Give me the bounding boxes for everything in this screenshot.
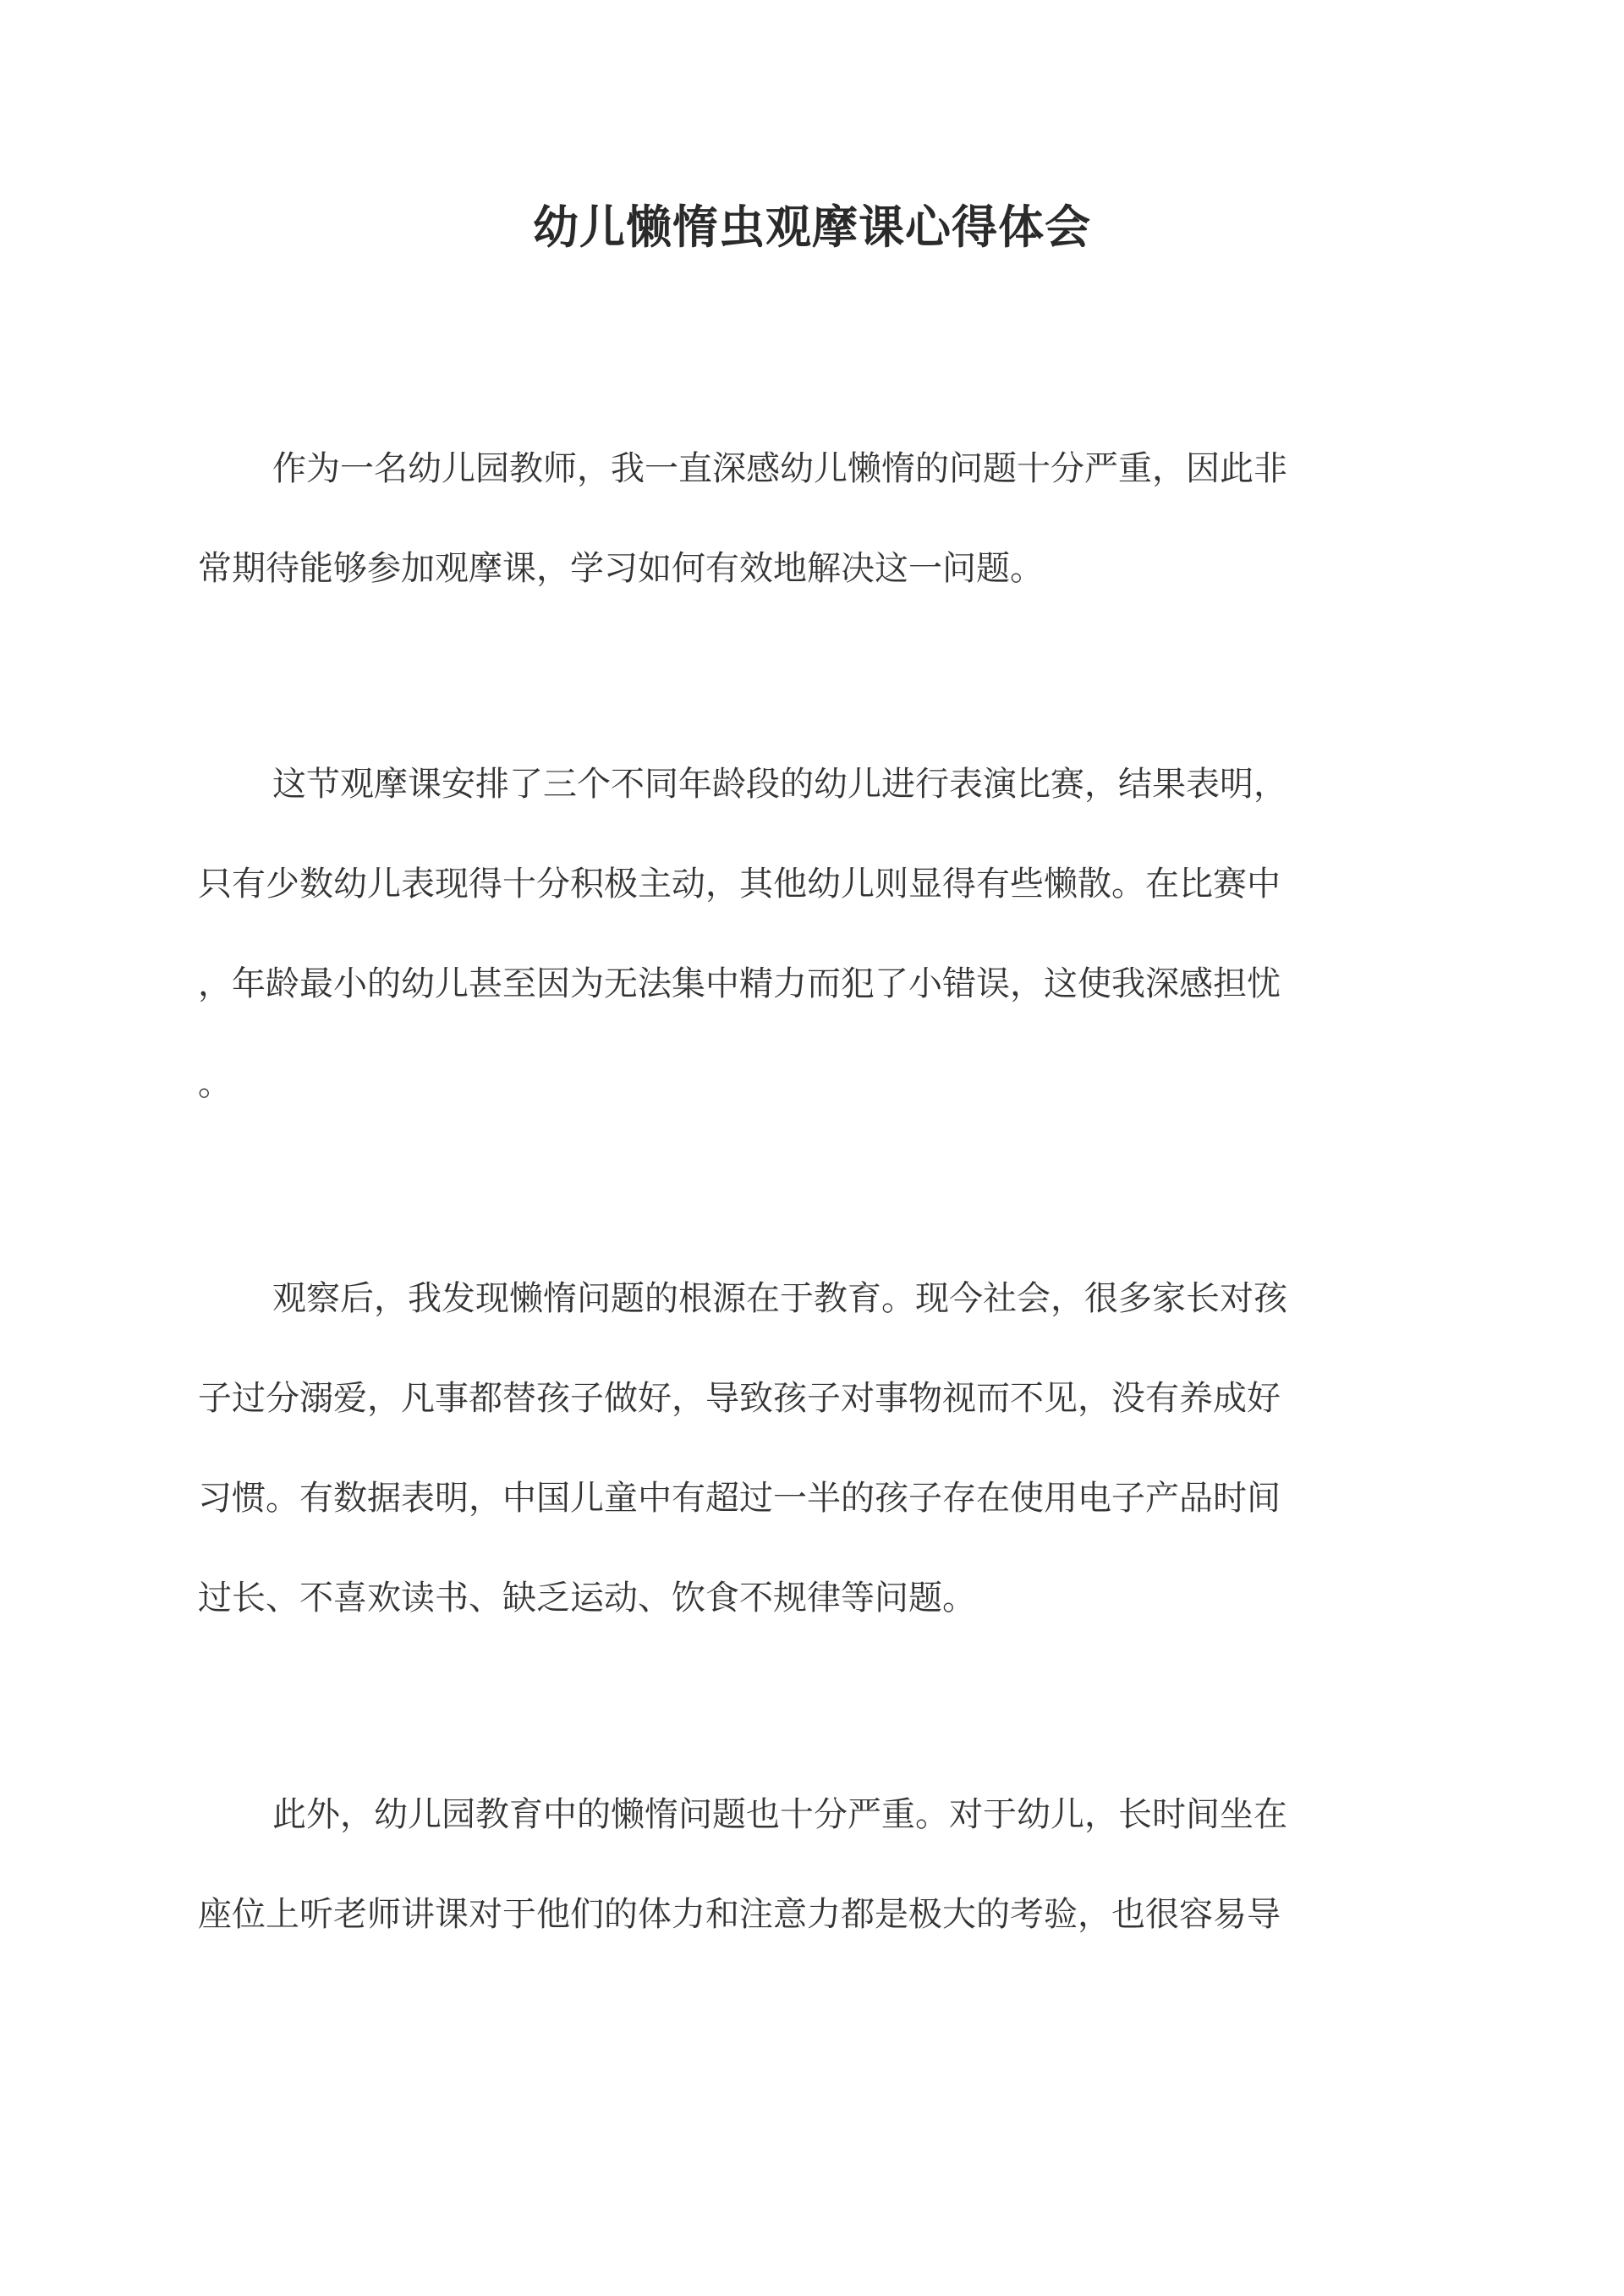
paragraph-line: 观察后，我发现懒惰问题的根源在于教育。现今社会，很多家长对孩 [272, 1279, 1287, 1318]
paragraph-2 [198, 734, 1426, 1134]
paragraph-1 [198, 419, 1426, 618]
paragraph-line: 。 [198, 1064, 232, 1103]
paragraph-line: 习惯。有数据表明，中国儿童中有超过一半的孩子存在使用电子产品时间 [198, 1479, 1281, 1518]
document-title: 幼儿懒惰虫观摩课心得体会 [533, 200, 1091, 254]
paragraph-line: 作为一名幼儿园教师，我一直深感幼儿懒惰的问题十分严重，因此非 [272, 449, 1287, 488]
paragraph-4 [198, 1765, 1426, 1964]
paragraph-line: 这节观摩课安排了三个不同年龄段的幼儿进行表演比赛，结果表明， [272, 765, 1287, 804]
paragraph-line: 子过分溺爱，凡事都替孩子做好，导致孩子对事物视而不见，没有养成好 [198, 1379, 1281, 1418]
paragraph-line: 此外，幼儿园教育中的懒惰问题也十分严重。对于幼儿，长时间坐在 [272, 1795, 1287, 1834]
paragraph-line: ，年龄最小的幼儿甚至因为无法集中精力而犯了小错误，这使我深感担忧 [198, 964, 1281, 1003]
paragraph-line: 只有少数幼儿表现得十分积极主动，其他幼儿则显得有些懒散。在比赛中 [198, 865, 1281, 904]
paragraph-line: 过长、不喜欢读书、缺乏运动、饮食不规律等问题。 [198, 1579, 976, 1618]
paragraph-line: 常期待能够参加观摩课，学习如何有效地解决这一问题。 [198, 549, 1044, 588]
paragraph-line: 座位上听老师讲课对于他们的体力和注意力都是极大的考验，也很容易导 [198, 1895, 1281, 1934]
paragraph-3 [198, 1249, 1426, 1648]
